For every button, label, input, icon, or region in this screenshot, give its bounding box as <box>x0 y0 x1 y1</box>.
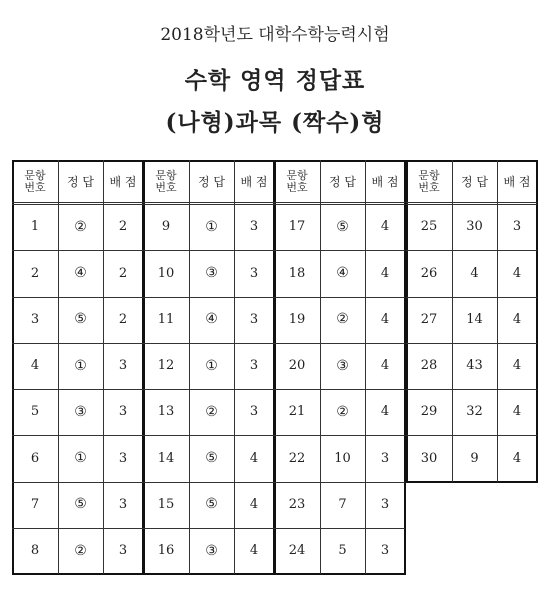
answer-value: 10 <box>334 450 351 466</box>
answer-value: ⑤ <box>205 450 218 467</box>
header-question-number <box>274 160 320 204</box>
answer-value: ④ <box>74 265 87 282</box>
question-number: 6 <box>30 450 40 466</box>
score-value: 4 <box>512 450 522 466</box>
header-number-text <box>24 170 45 194</box>
grid-line <box>12 343 143 344</box>
question-number: 14 <box>157 450 175 466</box>
grid-line <box>12 250 143 251</box>
answer-key-table <box>12 160 541 574</box>
answer-value: 30 <box>466 219 483 235</box>
grid-line <box>274 160 276 575</box>
page-title: 수학 영역 정답표 <box>184 67 366 94</box>
answer-value: 43 <box>466 358 483 374</box>
grid-line <box>274 573 405 575</box>
question-number: 4 <box>30 358 40 374</box>
grid-line <box>406 202 537 203</box>
question-number: 1 <box>30 219 40 235</box>
question-number: 22 <box>288 450 306 466</box>
question-number: 28 <box>420 358 438 374</box>
grid-line <box>365 160 366 574</box>
answer-value: ⑤ <box>205 496 218 513</box>
score-value: 2 <box>118 311 128 327</box>
answer-value: ③ <box>205 542 218 559</box>
score-value: 2 <box>118 265 128 281</box>
header-number-line1: 문항 <box>155 168 177 182</box>
grid-line <box>143 160 274 162</box>
header-number-line2: 번호 <box>286 181 308 194</box>
score-value: 4 <box>512 404 522 420</box>
header-number-text <box>286 170 307 194</box>
question-number: 24 <box>288 543 306 559</box>
score-value: 3 <box>249 219 259 235</box>
question-number: 21 <box>288 404 306 420</box>
answer-value: ① <box>205 218 218 235</box>
grid-line <box>143 389 274 390</box>
grid-line <box>406 297 537 298</box>
grid-line <box>189 160 190 574</box>
answer-value: ⑤ <box>336 218 349 235</box>
grid-line <box>536 160 538 483</box>
header-question-number <box>12 160 58 204</box>
grid-line <box>12 204 143 205</box>
answer-value: 4 <box>470 265 479 281</box>
grid-line <box>274 528 405 529</box>
page-subtitle: (나형)과목 (짝수)형 <box>165 109 385 136</box>
grid-line <box>497 160 498 482</box>
question-number: 20 <box>288 358 306 374</box>
score-value: 4 <box>380 404 390 420</box>
grid-line <box>12 482 143 483</box>
grid-line <box>12 160 14 575</box>
grid-line <box>274 343 405 344</box>
question-number: 23 <box>288 496 306 512</box>
header-number-text <box>418 170 439 194</box>
score-value: 4 <box>380 219 390 235</box>
grid-line <box>274 160 405 162</box>
question-number: 15 <box>157 496 175 512</box>
grid-line <box>274 435 405 436</box>
answer-value: 9 <box>470 450 479 466</box>
grid-line <box>143 160 145 575</box>
header-score: 배 점 <box>371 174 399 189</box>
grid-line <box>406 389 537 390</box>
question-number: 3 <box>30 311 40 327</box>
question-number: 12 <box>157 358 175 374</box>
answer-value: ④ <box>205 311 218 328</box>
header-number-line2: 번호 <box>155 181 177 194</box>
answer-value: ② <box>74 218 87 235</box>
score-value: 4 <box>512 265 522 281</box>
question-number: 26 <box>420 265 438 281</box>
score-value: 3 <box>380 496 390 512</box>
score-value: 3 <box>118 404 128 420</box>
score-value: 3 <box>512 219 522 235</box>
grid-line <box>143 343 274 344</box>
grid-line <box>12 160 143 162</box>
header-answer: 정 답 <box>67 174 94 189</box>
answer-value: 5 <box>338 543 347 559</box>
header-answer: 정 답 <box>329 174 356 189</box>
grid-line <box>274 250 405 251</box>
grid-line <box>143 528 274 529</box>
score-value: 3 <box>380 543 390 559</box>
score-value: 3 <box>380 450 390 466</box>
grid-line <box>406 481 537 483</box>
header-number-text <box>155 170 176 194</box>
grid-line <box>274 482 405 483</box>
question-number: 29 <box>420 404 438 420</box>
grid-line <box>406 343 537 344</box>
question-number: 27 <box>420 311 438 327</box>
score-value: 3 <box>118 543 128 559</box>
header-score: 배 점 <box>240 174 268 189</box>
grid-line <box>234 160 235 574</box>
answer-value: ② <box>74 542 87 559</box>
grid-line <box>143 435 274 436</box>
score-value: 4 <box>249 496 259 512</box>
grid-line <box>103 160 104 574</box>
question-number: 19 <box>288 311 306 327</box>
grid-line <box>12 297 143 298</box>
grid-line <box>274 202 405 203</box>
answer-value: ② <box>336 311 349 328</box>
score-value: 4 <box>512 358 522 374</box>
header-score: 배 점 <box>109 174 137 189</box>
header-number-line2: 번호 <box>24 181 46 194</box>
grid-line <box>12 435 143 436</box>
grid-line <box>452 160 453 482</box>
grid-line <box>12 528 143 529</box>
question-number: 10 <box>157 265 175 281</box>
grid-line <box>143 204 274 205</box>
grid-line <box>274 389 405 390</box>
grid-line <box>12 202 143 203</box>
score-value: 4 <box>249 450 259 466</box>
grid-line <box>12 573 143 575</box>
header-score: 배 점 <box>503 174 531 189</box>
answer-value: 14 <box>466 311 483 327</box>
score-value: 3 <box>118 450 128 466</box>
answer-value: ⑤ <box>74 496 87 513</box>
score-value: 4 <box>380 311 390 327</box>
answer-value: ① <box>74 450 87 467</box>
score-value: 4 <box>249 543 259 559</box>
grid-line <box>406 250 537 251</box>
header-number-line1: 문항 <box>24 168 46 182</box>
grid-line <box>143 482 274 483</box>
header-answer: 정 답 <box>198 174 225 189</box>
grid-line <box>406 160 408 483</box>
grid-line <box>143 202 274 203</box>
score-value: 2 <box>118 219 128 235</box>
answer-value: 32 <box>466 404 483 420</box>
grid-line <box>143 297 274 298</box>
answer-value: ① <box>74 357 87 374</box>
score-value: 3 <box>118 496 128 512</box>
question-number: 25 <box>420 219 438 235</box>
answer-value: ③ <box>336 357 349 374</box>
question-number: 30 <box>420 450 438 466</box>
question-number: 8 <box>30 543 40 559</box>
header-number-line1: 문항 <box>418 168 440 182</box>
header-number-line2: 번호 <box>418 181 440 194</box>
grid-line <box>406 160 537 162</box>
grid-line <box>320 160 321 574</box>
question-number: 17 <box>288 219 306 235</box>
question-number: 5 <box>30 404 40 420</box>
grid-line <box>143 250 274 251</box>
header-question-number <box>406 160 452 204</box>
header-question-number <box>143 160 189 204</box>
answer-value: 7 <box>338 496 347 512</box>
grid-line <box>406 435 537 436</box>
question-number: 18 <box>288 265 306 281</box>
question-number: 16 <box>157 543 175 559</box>
grid-line <box>274 297 405 298</box>
score-value: 3 <box>249 265 259 281</box>
exam-year-title: 2018학년도 대학수학능력시험 <box>160 25 390 45</box>
score-value: 4 <box>512 311 522 327</box>
score-value: 3 <box>249 311 259 327</box>
answer-value: ④ <box>336 265 349 282</box>
answer-value: ③ <box>205 265 218 282</box>
answer-value: ② <box>336 403 349 420</box>
answer-value: ② <box>205 403 218 420</box>
header-answer: 정 답 <box>461 174 488 189</box>
score-value: 4 <box>380 358 390 374</box>
question-number: 7 <box>30 496 40 512</box>
question-number: 11 <box>157 311 175 327</box>
question-number: 9 <box>161 219 171 235</box>
question-number: 2 <box>30 265 40 281</box>
grid-line <box>12 389 143 390</box>
score-value: 4 <box>380 265 390 281</box>
grid-line <box>406 204 537 205</box>
question-number: 13 <box>157 404 175 420</box>
grid-line <box>143 573 274 575</box>
answer-value: ⑤ <box>74 311 87 328</box>
header-number-line1: 문항 <box>286 168 308 182</box>
score-value: 3 <box>249 358 259 374</box>
grid-line <box>58 160 59 574</box>
score-value: 3 <box>249 404 259 420</box>
answer-value: ③ <box>74 403 87 420</box>
score-value: 3 <box>118 358 128 374</box>
answer-value: ① <box>205 357 218 374</box>
grid-line <box>274 204 405 205</box>
